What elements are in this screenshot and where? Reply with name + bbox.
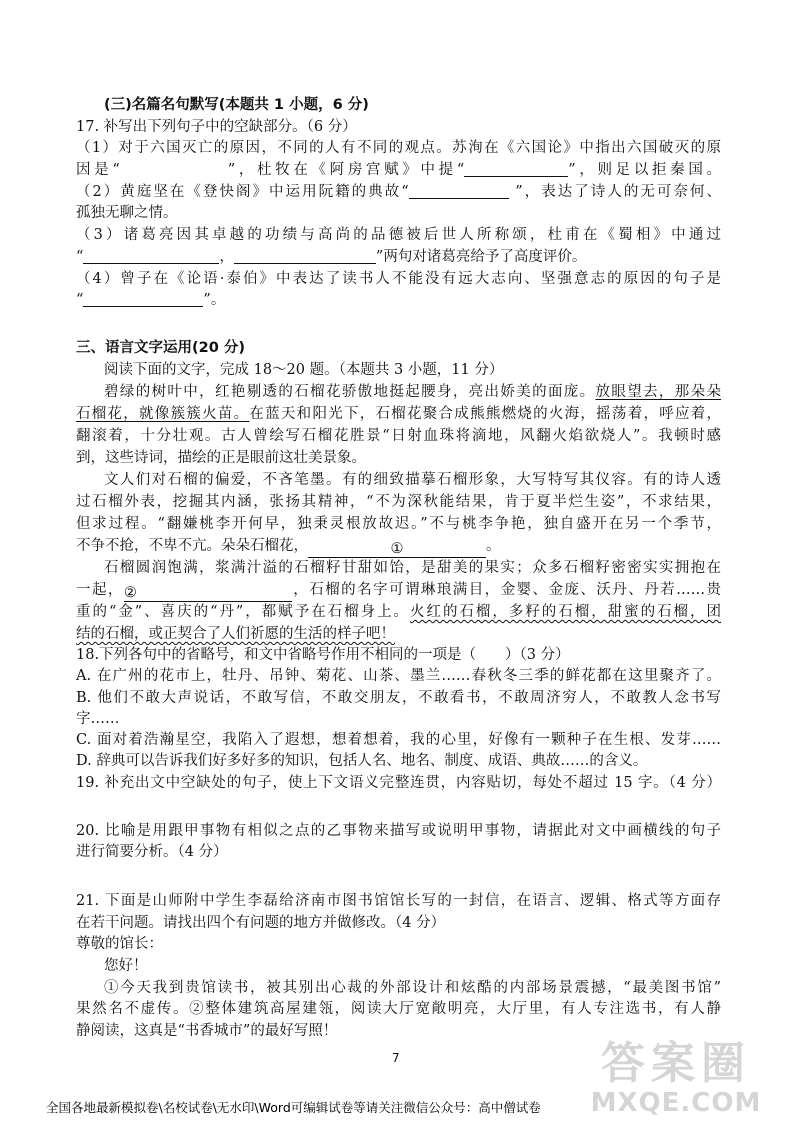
- q17-item2-line1: [76, 182, 721, 204]
- answer-blank: [409, 183, 509, 199]
- answer-blank: [83, 291, 203, 307]
- text-segment: ”两句对诸葛亮给予了高度评价。: [375, 248, 587, 265]
- text-segment: 一起，: [76, 582, 124, 598]
- passage-p1-line3: 翻滚着，十分壮观。古人曾绘写石榴花胜景“日射血珠将滴地，风翻火焰欲烧人”。我顿时感: [76, 428, 721, 444]
- passage-p1-line4: 到，这些诗词，描绘的正是眼前这壮美景象。: [76, 450, 366, 466]
- q17-item3-line2: [76, 247, 721, 269]
- option-b-line1: B. 他们不敢大声说话，不敢写信，不敢交朋友，不敢看书，不敢周济穷人，不敢教人念书写: [76, 689, 721, 706]
- text-segment: 不争不抢，不卑不亢。朵朵石榴花，: [76, 538, 308, 554]
- passage-p2-line2: 过石榴外表，挖掘其内涵，张扬其精神，“不为深秋能结果，肯于夏半烂生姿”，不求结果，: [76, 494, 721, 510]
- answer-blank: [234, 248, 376, 264]
- q17-item1-line1: （1）对于六国灭亡的原因，不同的人有不同的观点。苏洵在《六国论》中指出六国破灭的原: [76, 140, 721, 157]
- underlined-sentence: 石榴花，就像簇簇火苗。: [76, 406, 250, 422]
- answer-blank: [120, 162, 228, 177]
- page-footer: 全国各地最新模拟卷\名校试卷\无水印\Word可编辑试卷等请关注微信公众号：高中僧试卷: [46, 1100, 541, 1115]
- question-21: [76, 891, 721, 1043]
- watermark-logo: [581, 1040, 771, 1118]
- option-c: C. 面对着浩瀚星空，我陷入了遐想，想着想着，我的心里，好像有一颗种子在生根、发芽……: [76, 732, 721, 749]
- recitation-section: [76, 95, 721, 312]
- text-segment: ”。: [203, 292, 226, 309]
- reading-intro: 阅读下面的文字，完成 18～20 题。（本题共 3 小题，11 分）: [104, 362, 504, 378]
- text-segment: 因是“: [76, 162, 120, 179]
- passage-p2-line3: 但求过程。“翻嫌桃李开何早，独秉灵根放故迟。”不与桃李争艳，独自盛开在另一个季节，: [76, 516, 721, 532]
- passage-p3-line1: 石榴圆润饱满，浆满汁溢的石榴籽甘甜如饴，是甜美的果实；众多石榴籽密密实实拥抱在: [104, 560, 721, 576]
- letter-body-line2: 果然名不虚传。②整体建筑高屋建瓴，阅读大厅宽敞明亮，大厅里，有人专注选书，有人静: [76, 1001, 721, 1018]
- passage-p1-line2: [76, 403, 721, 425]
- text-segment: ”，杜牧在《阿房宫赋》中提“: [227, 162, 465, 179]
- page-number: 7: [392, 1051, 400, 1065]
- question-20-line2: 进行简要分析。（4 分）: [76, 844, 228, 861]
- question-17-stem: 17. 补写出下列句子中的空缺部分。（6 分）: [76, 118, 357, 135]
- option-d: D. 辞典可以告诉我们好多好多的知识，包括人名、地名、制度、成语、典故……的含义。: [76, 753, 648, 770]
- section-heading: 三、语言文字运用(20 分): [76, 340, 245, 356]
- option-a: A. 在广州的花市上，牡丹、吊钟、菊花、山茶、墨兰……春秋冬三季的鲜花都在这里聚齐了。: [76, 668, 721, 685]
- passage-p3-line2: [76, 579, 721, 601]
- q17-item3-line1: （3）诸葛亮因其卓越的功绩与高尚的品德被后世人所称颂，杜甫在《蜀相》中通过: [76, 227, 721, 244]
- question-21-line1: 21. 下面是山师附中学生李磊给济南市图书馆馆长写的一封信，在语言、逻辑、格式等方面存: [76, 893, 721, 909]
- q17-item4-line1: （4）曾子在《论语·泰伯》中表达了读书人不能没有远大志向、坚强意志的原因的句子是: [76, 270, 721, 287]
- blank-2: ②: [124, 586, 292, 602]
- passage-p3-line4: [76, 623, 721, 645]
- section-heading: (三)名篇名句默写(本题共 1 小题，6 分): [104, 97, 369, 113]
- text-segment: “: [76, 292, 84, 309]
- passage-p2-line1: 文人们对石榴的偏爱，不吝笔墨。有的细致描摹石榴形象，大写特写其仪容。有的诗人透: [104, 472, 721, 488]
- text-segment: ”，则足以拒秦国。: [568, 162, 721, 179]
- text-segment: ，石榴的名字可谓琳琅满目，金婴、金庞、沃丹、丹若……贵: [291, 582, 721, 598]
- letter-body-line1: ①今天我到贵馆读书，被其别出心裁的外部设计和炫酷的内部场景震撼，“最美图书馆”: [104, 979, 721, 996]
- text-segment: 重的“金”、喜庆的“丹”，都赋予在石榴身上。: [76, 604, 411, 620]
- question-21-line2: 在若干问题。请找出四个有问题的地方并做修改。（4 分）: [76, 914, 446, 931]
- text-segment: 。: [486, 538, 501, 554]
- language-use-section: [76, 337, 721, 645]
- letter-body-line3: 静阅读，这真是“书香城市”的最好写照！: [76, 1023, 338, 1040]
- underlined-sentence: 放眼望去，那朵朵: [595, 384, 721, 400]
- passage-p3-line3: [76, 601, 721, 623]
- text-segment: “: [76, 248, 84, 265]
- q17-item4-line2: [76, 290, 721, 312]
- passage-p2-line4: [76, 535, 721, 557]
- question-20-line1: 20. 比喻是用跟甲事物有相似之点的乙事物来描写或说明甲事物，请据此对文中画横线的句子: [76, 823, 721, 839]
- text-segment: ，: [219, 248, 234, 265]
- q17-item2-line2: 孤独无聊之情。: [76, 205, 178, 222]
- answer-blank: [464, 161, 568, 177]
- questions-18-19: [76, 645, 721, 794]
- wavy-underlined-sentence: 结的石榴，或正契合了人们祈愿的生活的样子吧！: [76, 626, 395, 642]
- text-segment: 碧绿的树叶中，红艳剔透的石榴花骄傲地挺起腰身，亮出娇美的面庞。: [104, 384, 596, 400]
- question-18-stem: 18.下列各句中的省略号，和文中省略号作用不相同的一项是（ ）（3 分）: [76, 647, 570, 663]
- text-segment: （2）黄庭坚在《登快阁》中运用阮籍的典故“: [76, 183, 409, 200]
- watermark-site: MXQE.COM: [590, 1088, 762, 1118]
- text-segment: 在蓝天和阳光下，石榴花聚合成熊熊燃烧的火海，摇荡着，呼应着，: [249, 406, 721, 422]
- answer-blank: [83, 248, 219, 264]
- letter-salutation: 尊敬的馆长：: [76, 936, 163, 953]
- text-segment: ”，表达了诗人的无可奈何、: [508, 183, 721, 200]
- letter-greeting: 您好！: [104, 958, 148, 975]
- q17-item1-line2: [76, 160, 721, 182]
- passage-p1-line1: [76, 381, 721, 403]
- blank-1: ①: [308, 542, 486, 558]
- watermark-chinese: 答案圈: [601, 1038, 751, 1089]
- question-20: [76, 821, 721, 864]
- question-19-stem: 19. 补充出文中空缺处的句子，使上下文语义完整连贯，内容贴切，每处不超过 15 字。（4 分）: [76, 774, 721, 791]
- wavy-underlined-sentence: 火红的石榴，多籽的石榴，甜蜜的石榴，团: [410, 604, 721, 620]
- option-b-line2: 字……: [76, 710, 120, 727]
